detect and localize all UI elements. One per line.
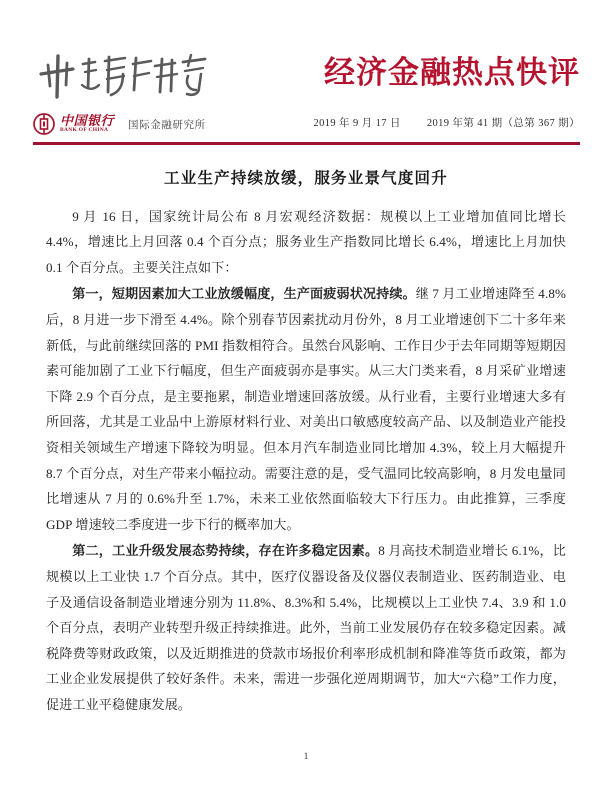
issue-number: 2019 年第 41 期（总第 367 期） [426,118,580,129]
paragraph-lead: 第二，工业升级发展态势持续，存在许多稳定因素。 [72,543,379,559]
paragraph [46,204,566,281]
issue-date: 2019 年 9 月 17 日 [313,118,401,129]
issue-info [313,115,580,130]
header-divider [33,142,580,145]
paragraph-text: 8 月高技术制造业增长 6.1%，比规模以上工业快 1.7 个百分点。其中，医疗仪器设备及仪器仪表制造业、医药制造业、电子及通信设备制造业增速分别为 11.8%、8.3%和 5.4%，比规模以上工业快 7.4、3.9 和 1.0 个百分点，表明产业转型升级正持续推进。此外，当前工业发展仍存在较多稳定因素。减税降费等财政政策，以及近期推进的贷款市场报价利率形成机制和降准等货币政策，都为工业企业发展提供了较好条件。未来，需进一步强化逆周期调节，加大“六稳”工作力度，促进工业平稳健康发展。 [46,543,566,712]
banner-title: 经济金融热点快评 [324,55,580,91]
boc-emblem-icon [33,113,55,135]
paragraph [46,281,566,537]
article-body [46,168,566,719]
paragraph-lead: 第一，短期因素加大工业放缓幅度，生产面疲弱状况持续。 [72,286,416,302]
paragraph-text: 继 7 月工业增速降至 4.8%后，8 月进一步下滑至 4.4%。除个别春节因素扰动月份外，8 月工业增速创下二十多年来新低，与此前继续回落的 PMI 指数相符合。虽然台风影响、工作日少于去年同期等短期因素可能加剧了工业下行幅度，但生产面疲弱亦是事实。从三大门类来看，8 月采矿业增速下降 2.9 个百分点，是主要拖累，制造业增速回落放缓。从行业看，主要行业增速大多有所回落，尤其是工业品中上游原材料行业、对美出口敏感度较高产品、以及制造业产能投资相关领域生产增速下降较为明显。但本月汽车制造业同比增加 4.3%，较上月大幅提升 8.7 个百分点，对生产带来小幅拉动。需要注意的是，受气温同比较高影响，8 月发电量同比增速从 7 月的 0.6%升至 1.7%，未来工业依然面临较大下行压力。由此推算，三季度 GDP 增速较二季度进一步下行的概率加大。 [46,286,566,532]
masthead [0,0,612,145]
bank-of-china-logo [33,112,206,136]
page-number: 1 [303,752,309,762]
paragraph-text: 9 月 16 日，国家统计局公布 8 月宏观经济数据：规模以上工业增加值同比增长 4.4%，增速比上月回落 0.4 个百分点；服务业生产指数同比增长 6.4%，增速比上月加快 0.1 个百分点。主要关注点如下： [46,208,566,275]
institute-name: 国际金融研究所 [128,119,206,131]
boc-name-en: BANK OF CHINA [60,127,109,134]
page-title: 工业生产持续放缓，服务业景气度回升 [164,169,448,187]
paragraph [46,538,566,717]
boc-name-cn: 中国银行 [60,113,115,129]
brand-script-logo [33,52,213,102]
